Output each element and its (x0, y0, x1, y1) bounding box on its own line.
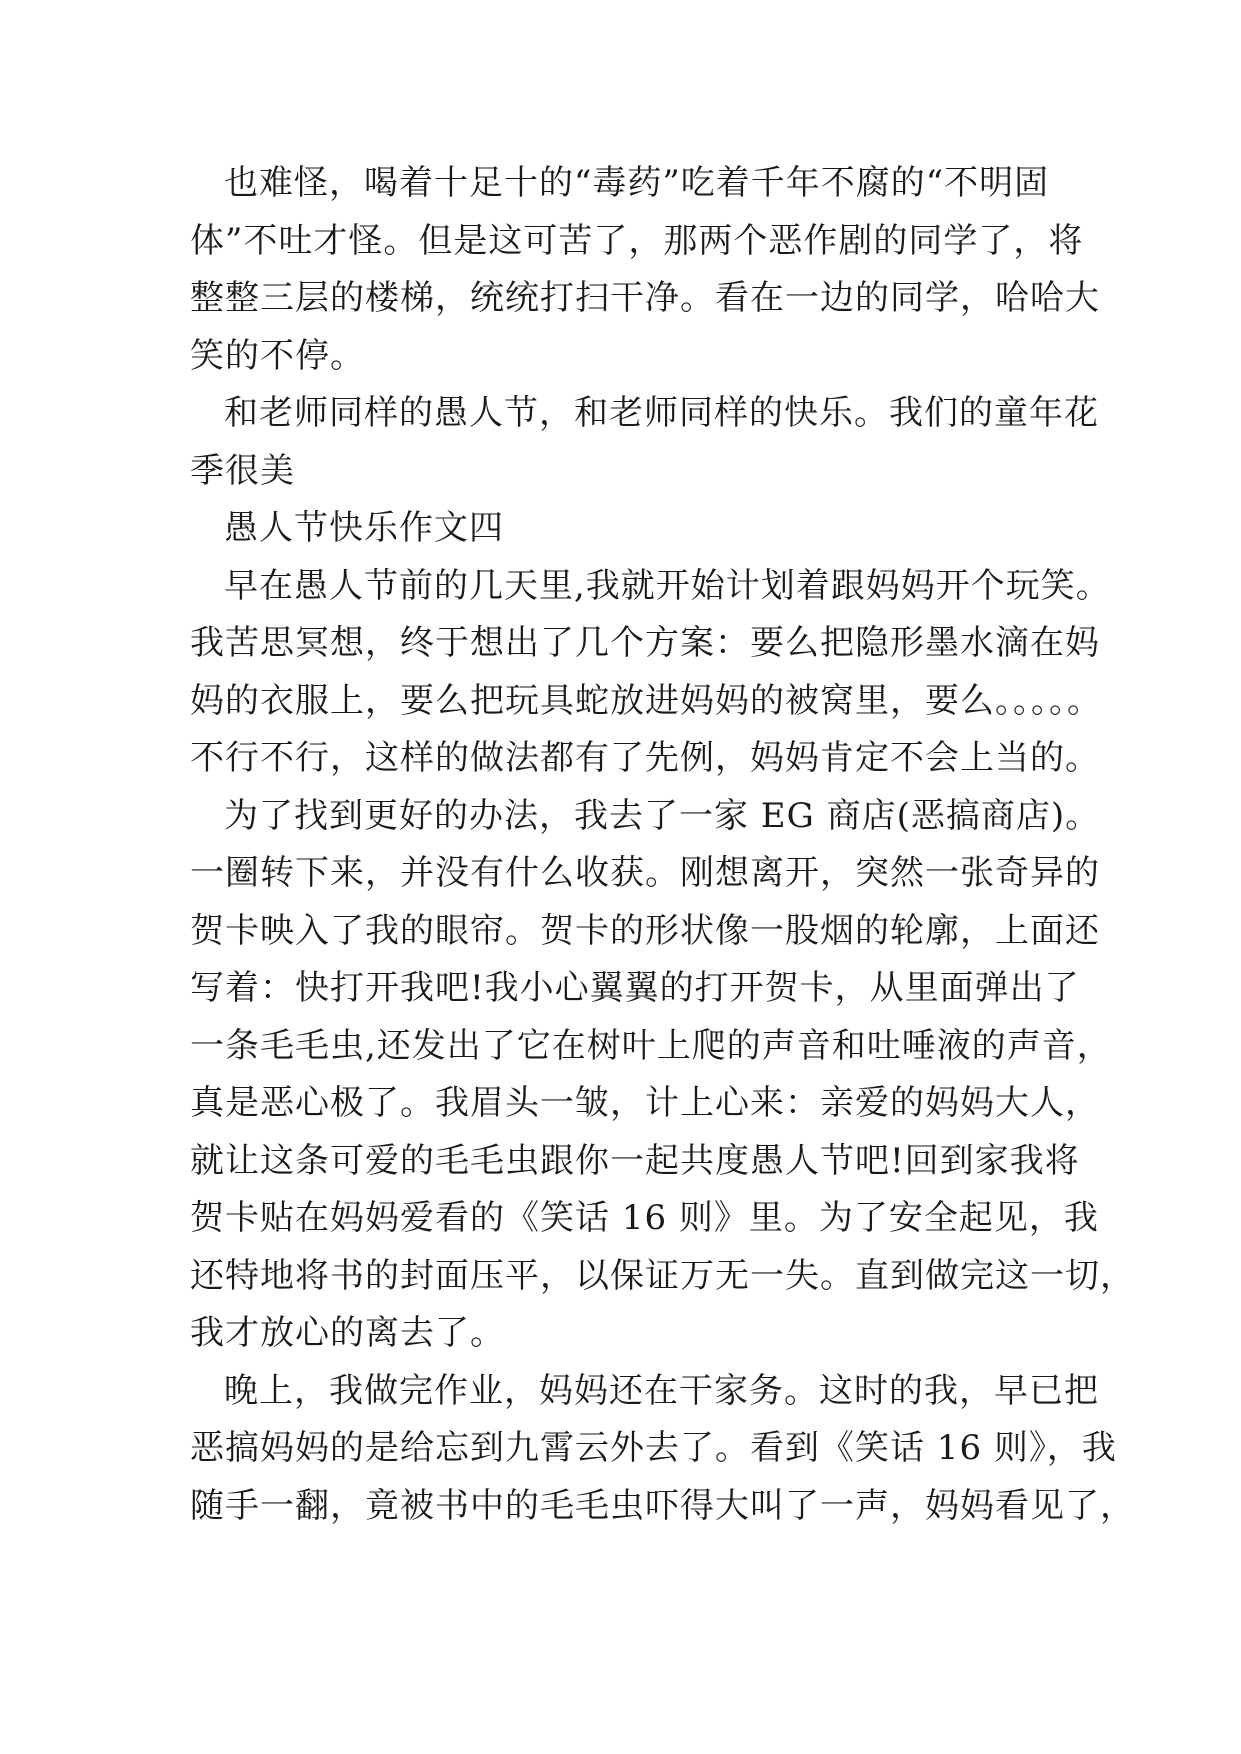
text-line: 和老师同样的愚人节，和老师同样的快乐。我们的童年花 (224, 393, 1099, 433)
text-line: 我才放心的离去了。 (190, 1313, 505, 1353)
text-line: 整整三层的楼梯，统统打扫干净。看在一边的同学，哈哈大 (190, 278, 1100, 318)
document-body (190, 155, 1135, 1535)
text-line: 一条毛毛虫,还发出了它在树叶上爬的声音和吐唾液的声音， (190, 1025, 1112, 1066)
text-line: 晚上，我做完作业，妈妈还在干家务。这时的我，早已把 (224, 1370, 1099, 1411)
text-line: 我苦思冥想，终于想出了几个方案：要么把隐形墨水滴在妈 (190, 623, 1100, 663)
text-line: 早在愚人节前的几天里,我就开始计划着跟妈妈开个玩笑。 (224, 565, 1111, 606)
text-line: 妈的衣服上，要么把玩具蛇放进妈妈的被窝里，要么。。。。。 (190, 680, 1102, 721)
text-line: 一圈转下来，并没有什么收获。刚想离开，突然一张奇异的 (190, 853, 1100, 893)
text-line: 就让这条可爱的毛毛虫跟你一起共度愚人节吧!回到家我将 (190, 1140, 1080, 1181)
text-line: 贺卡贴在妈妈爱看的《笑话 16 则》里。为了安全起见，我 (190, 1198, 1099, 1238)
text-line: 季很美 (190, 450, 295, 491)
text-line: 也难怪，喝着十足十的“毒药”吃着千年不腐的“不明固 (224, 163, 1050, 203)
text-line: 为了找到更好的办法，我去了一家 EG 商店(恶搞商店)。 (224, 795, 1101, 836)
text-line: 真是恶心极了。我眉头一皱，计上心来：亲爱的妈妈大人， (190, 1083, 1100, 1123)
text-line: 还特地将书的封面压平，以保证万无一失。直到做完这一切， (190, 1255, 1135, 1296)
text-line: 笑的不停。 (190, 335, 365, 376)
text-line: 贺卡映入了我的眼帘。贺卡的形状像一股烟的轮廓，上面还 (190, 910, 1100, 951)
text-line: 恶搞妈妈的是给忘到九霄云外去了。看到《笑话 16 则》，我 (190, 1428, 1117, 1468)
text-line: 愚人节快乐作文四 (224, 508, 504, 548)
text-line: 不行不行，这样的做法都有了先例，妈妈肯定不会上当的。 (190, 738, 1100, 778)
text-line: 体”不吐才怪。但是这可苦了，那两个恶作剧的同学了，将 (190, 220, 1084, 261)
text-line: 随手一翻，竟被书中的毛毛虫吓得大叫了一声，妈妈看见了， (190, 1485, 1135, 1526)
text-line: 写着：快打开我吧!我小心翼翼的打开贺卡，从里面弹出了 (190, 968, 1080, 1008)
